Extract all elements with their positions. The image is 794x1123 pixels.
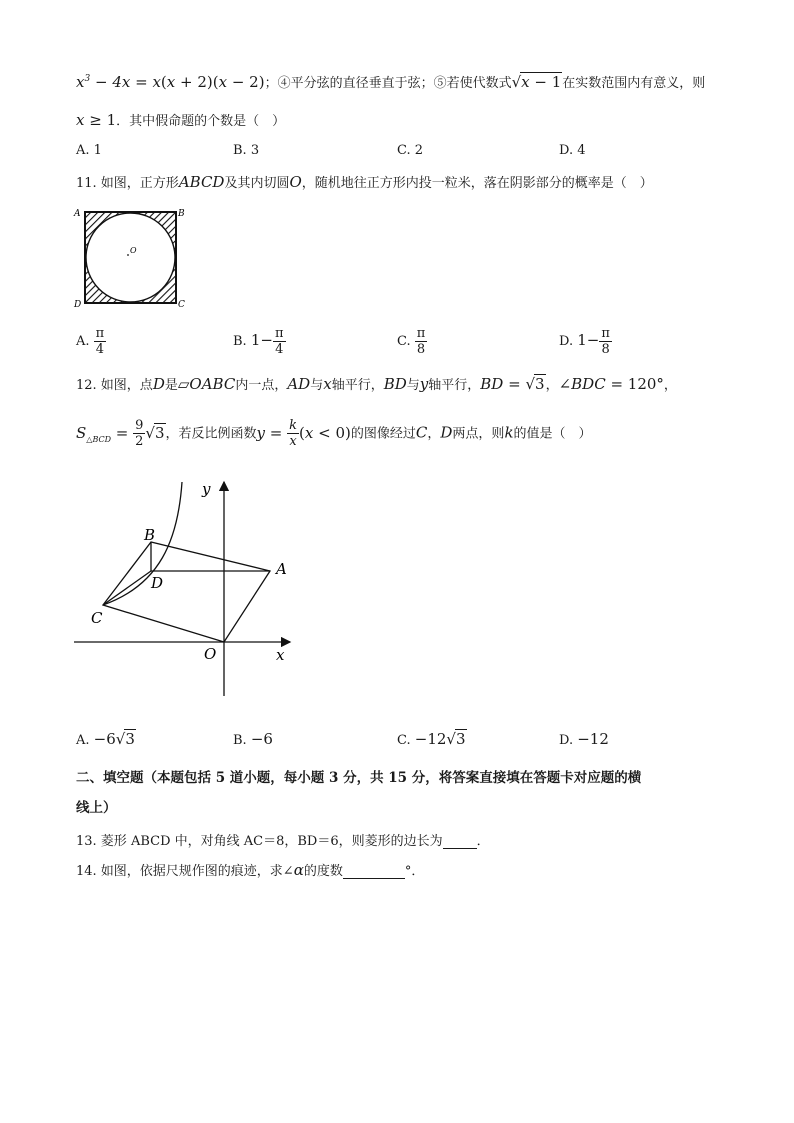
q12-option-b-value: −6 xyxy=(250,730,273,748)
q11-option-d-den: 8 xyxy=(601,342,610,357)
q12-stem-line1: 12. 如图，点D是▱OABC内一点，AD与x轴平行，BD与y轴平行，BD = √3，∠BDC = 120°， xyxy=(76,375,677,393)
q11-option-c-num: π xyxy=(416,326,426,341)
q11-option-b[interactable] xyxy=(233,326,286,357)
q12-label-y: y xyxy=(202,480,211,498)
q12-hyperbola xyxy=(103,482,182,605)
q12-parallelogram: ▱OABC xyxy=(177,375,236,393)
q12-option-a-value: −6√3 xyxy=(93,730,135,748)
q11-option-a[interactable] xyxy=(76,326,106,357)
q12-function-expr: y = $\frac{k}{x}$ (x < 0) xyxy=(256,418,351,449)
q11-center-point xyxy=(127,254,129,256)
q11-option-d-pre: 1− xyxy=(577,331,600,349)
q12-option-a-root: 3 xyxy=(125,730,135,748)
q12-option-c-coef: −12 xyxy=(414,730,447,748)
q11-text-a: 11. 如图，正方形 xyxy=(76,176,179,191)
q12-k: k xyxy=(504,423,514,442)
q11-option-b-den: 4 xyxy=(275,342,284,357)
q10-ineq: x ≥ 1 xyxy=(76,111,117,129)
q11-label-c: C xyxy=(178,300,185,310)
q12-label-a: A xyxy=(276,560,287,578)
q12-option-c-value: −12√3 xyxy=(414,730,466,748)
q11-circle-name: O xyxy=(289,173,302,191)
q10-line2 xyxy=(76,110,285,129)
q11-option-a-frac xyxy=(94,326,107,357)
q12-point-c: C xyxy=(415,423,428,442)
q11-option-b-letter: B. xyxy=(233,334,247,349)
q11-option-c-frac xyxy=(415,326,428,357)
q11-option-d[interactable] xyxy=(559,326,612,357)
q11-square-name: ABCD xyxy=(178,173,225,191)
q12-text-g: 轴平行， xyxy=(428,378,481,393)
q11-option-a-letter: A. xyxy=(76,334,90,349)
q11-label-o: O xyxy=(130,246,137,255)
q13-stem xyxy=(76,830,490,849)
q12-area-expr: $S_{\triangle BCD}$ = $\frac{9}{2}$ √3 xyxy=(76,418,165,449)
q10-text-3: ．其中假命题的个数是（ ） xyxy=(116,114,286,129)
q11-circle xyxy=(86,213,175,302)
q14-stem xyxy=(76,860,424,879)
q12-option-d[interactable] xyxy=(559,730,609,748)
q14-alpha: α xyxy=(293,861,304,879)
q11-text-c: ，随机地往正方形内投一粒米，落在阴影部分的概率是（ ） xyxy=(301,176,653,191)
q10-text-1: ；④平分弦的直径垂直于弦；⑤若使代数式 xyxy=(264,76,512,91)
q11-label-d: D xyxy=(74,300,82,310)
q12-option-b[interactable] xyxy=(233,730,273,748)
q12-point-d-2: D xyxy=(440,423,453,442)
q11-label-b: B xyxy=(178,209,185,219)
q14-text-a: 14. 如图，依据尺规作图的痕迹，求∠ xyxy=(76,864,294,879)
q10-sqrt-expr: √x − 1 xyxy=(511,73,562,91)
q12-text-f: 与 xyxy=(406,378,420,393)
q11-option-c[interactable] xyxy=(397,326,427,357)
q13-answer-blank[interactable] xyxy=(443,835,477,849)
q12-axis-y: y xyxy=(419,375,429,393)
q12-text-b: 是 xyxy=(164,378,178,393)
q10-text-2: 在实数范围内有意义，则 xyxy=(562,76,706,91)
q12-option-b-letter: B. xyxy=(233,733,247,748)
q11-option-b-frac xyxy=(273,326,286,357)
q11-figure xyxy=(70,204,190,314)
q12-label-d: D xyxy=(151,574,164,592)
q12-text-l: 的值是（ ） xyxy=(513,426,592,442)
q12-segment-cd xyxy=(103,571,151,605)
q10-option-b[interactable]: B. 3 xyxy=(233,143,260,158)
q12-text-i: 的图像经过 xyxy=(350,426,416,442)
q12-text-j: ， xyxy=(427,426,441,442)
q12-bd-value: BD = √3 xyxy=(480,375,545,393)
q12-text-e: 轴平行， xyxy=(331,378,384,393)
q12-option-c-root: 3 xyxy=(455,730,466,748)
q12-label-o: O xyxy=(204,645,217,663)
q11-label-a: A xyxy=(74,209,81,219)
q11-option-d-num: π xyxy=(601,326,610,341)
q11-option-a-den: 4 xyxy=(95,342,105,357)
q12-text-d: 与 xyxy=(310,378,324,393)
q12-option-a-letter: A. xyxy=(76,733,90,748)
q11-option-d-letter: D. xyxy=(559,334,574,349)
q12-point-d: D xyxy=(152,375,165,393)
q12-label-x: x xyxy=(276,646,285,664)
section2-heading-line2: 线上） xyxy=(76,800,117,816)
q10-option-a[interactable]: A. 1 xyxy=(76,143,102,158)
q14-text-c: °． xyxy=(404,864,425,879)
q12-seg-ad: AD xyxy=(287,375,311,393)
q12-text-a: 12. 如图，点 xyxy=(76,378,153,393)
q12-label-c: C xyxy=(91,609,103,627)
q12-option-a-coef: −6 xyxy=(93,730,116,748)
q11-option-a-num: π xyxy=(95,326,105,341)
q12-figure xyxy=(70,470,300,705)
q11-option-d-frac xyxy=(599,326,612,357)
q11-option-c-den: 8 xyxy=(416,342,426,357)
q11-option-b-num: π xyxy=(274,326,284,341)
section2-heading-line1: 二、填空题（本题包括 5 道小题，每小题 3 分，共 15 分，将答案直接填在答题卡对应题的横 xyxy=(76,770,642,786)
q12-axis-x: x xyxy=(323,375,332,393)
q12-stem-line2 xyxy=(76,418,592,449)
q11-text-b: 及其内切圆 xyxy=(224,176,290,191)
q12-option-c[interactable] xyxy=(397,730,467,748)
q14-answer-blank[interactable] xyxy=(343,865,405,879)
q10-option-d[interactable]: D. 4 xyxy=(559,143,586,158)
q11-option-c-letter: C. xyxy=(397,334,411,349)
q13-text-b: ． xyxy=(476,834,490,849)
q10-line1 xyxy=(76,72,705,91)
q12-angle: ∠BDC = 120° xyxy=(558,375,664,393)
q12-seg-bd: BD xyxy=(383,375,407,393)
q12-option-d-letter: D. xyxy=(559,733,574,748)
q12-text-h: ，若反比例函数 xyxy=(165,426,257,442)
q12-text-k: 两点，则 xyxy=(452,426,505,442)
q14-text-b: 的度数 xyxy=(303,864,343,879)
q12-option-c-letter: C. xyxy=(397,733,411,748)
q12-parallelogram-shape xyxy=(103,542,270,642)
q10-factor-expr: $x^3 - 4x = x(x + 2)(x - 2)$ xyxy=(76,73,265,91)
q12-option-a[interactable] xyxy=(76,730,136,748)
q12-label-b: B xyxy=(144,526,156,544)
q10-option-c[interactable]: C. 2 xyxy=(397,143,424,158)
q13-text-a: 13. 菱形 ABCD 中，对角线 AC＝8，BD＝6，则菱形的边长为 xyxy=(76,834,443,849)
q12-option-d-value: −12 xyxy=(577,730,609,748)
q11-stem xyxy=(76,172,653,191)
q11-option-b-pre: 1− xyxy=(250,331,273,349)
q12-text-c: 内一点， xyxy=(235,378,288,393)
